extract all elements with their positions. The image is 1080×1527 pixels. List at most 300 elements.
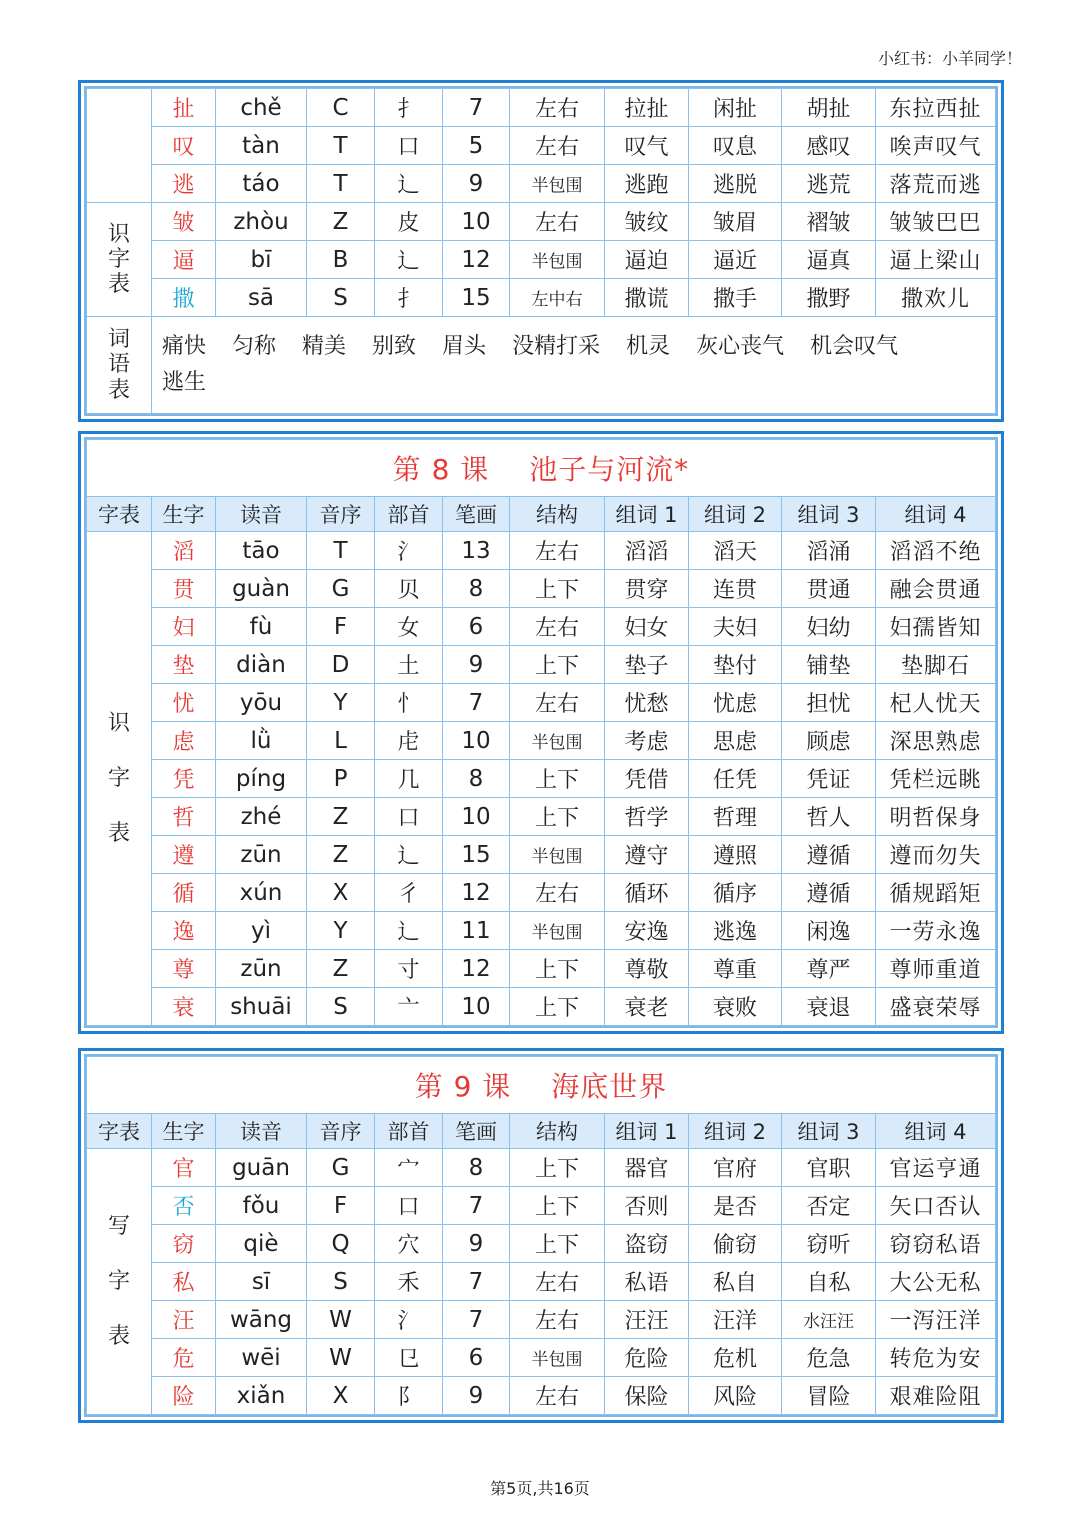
word-2: 闲扯 xyxy=(689,89,782,127)
table-header xyxy=(87,1114,996,1149)
word-2: 思虑 xyxy=(689,722,782,760)
word-2: 汪洋 xyxy=(689,1301,782,1339)
word-3: 妇幼 xyxy=(782,608,876,646)
initial-letter: Z xyxy=(307,836,375,874)
page-footer: 第5页,共16页 xyxy=(490,1479,590,1498)
character: 忧 xyxy=(152,684,216,722)
structure: 半包围 xyxy=(510,241,605,279)
initial-letter: F xyxy=(307,608,375,646)
initial-letter: T xyxy=(307,532,375,570)
stroke-count: 7 xyxy=(443,89,510,127)
word-1: 考虑 xyxy=(605,722,689,760)
radical: 彳 xyxy=(375,874,443,912)
word-1: 忧愁 xyxy=(605,684,689,722)
radical: 土 xyxy=(375,646,443,684)
word-2: 遵照 xyxy=(689,836,782,874)
pinyin: xún xyxy=(216,874,307,912)
word-4: 循规蹈矩 xyxy=(876,874,996,912)
word-4: 官运亨通 xyxy=(876,1149,996,1187)
initial-letter: Q xyxy=(307,1225,375,1263)
word-2: 任凭 xyxy=(689,760,782,798)
structure: 半包围 xyxy=(510,836,605,874)
block3-body xyxy=(87,1149,996,1415)
table-row xyxy=(87,988,996,1026)
word-2: 官府 xyxy=(689,1149,782,1187)
structure: 上下 xyxy=(510,1149,605,1187)
word-4: 明哲保身 xyxy=(876,798,996,836)
word-4: 窃窃私语 xyxy=(876,1225,996,1263)
stroke-count: 9 xyxy=(443,1377,510,1415)
pinyin: zhé xyxy=(216,798,307,836)
table-row xyxy=(87,912,996,950)
character: 衰 xyxy=(152,988,216,1026)
vocab-word: 匀称 xyxy=(232,334,277,359)
pinyin: tàn xyxy=(216,127,307,165)
word-1: 循环 xyxy=(605,874,689,912)
lesson-name: 池子与河流* xyxy=(529,453,690,486)
table-row xyxy=(87,1225,996,1263)
word-4: 滔滔不绝 xyxy=(876,532,996,570)
word-1: 器官 xyxy=(605,1149,689,1187)
word-2: 哲理 xyxy=(689,798,782,836)
table-row xyxy=(87,241,996,279)
column-header: 部首 xyxy=(375,1114,443,1149)
word-3: 褶皱 xyxy=(782,203,876,241)
table-row xyxy=(87,532,996,570)
stroke-count: 12 xyxy=(443,874,510,912)
character: 撒 xyxy=(152,279,216,317)
word-3: 贯通 xyxy=(782,570,876,608)
initial-letter: W xyxy=(307,1339,375,1377)
radical: 穴 xyxy=(375,1225,443,1263)
word-2: 撒手 xyxy=(689,279,782,317)
word-2: 皱眉 xyxy=(689,203,782,241)
stroke-count: 11 xyxy=(443,912,510,950)
table-row xyxy=(87,570,996,608)
stroke-count: 7 xyxy=(443,1187,510,1225)
word-1: 盗窃 xyxy=(605,1225,689,1263)
lesson9-table xyxy=(78,1048,1004,1423)
radical: 亠 xyxy=(375,988,443,1026)
row-label-empty xyxy=(87,89,152,203)
word-4: 妇孺皆知 xyxy=(876,608,996,646)
character: 妇 xyxy=(152,608,216,646)
word-4: 东拉西扯 xyxy=(876,89,996,127)
word-1: 私语 xyxy=(605,1263,689,1301)
radical: 贝 xyxy=(375,570,443,608)
pinyin: bī xyxy=(216,241,307,279)
word-3: 遵循 xyxy=(782,874,876,912)
word-3: 水汪汪 xyxy=(782,1301,876,1339)
pinyin: táo xyxy=(216,165,307,203)
row-label xyxy=(87,317,152,414)
structure: 左右 xyxy=(510,1377,605,1415)
label-char: 字 xyxy=(107,1269,130,1294)
radical: 扌 xyxy=(375,89,443,127)
radical: 㔾 xyxy=(375,1339,443,1377)
radical: 口 xyxy=(375,798,443,836)
word-3: 遵循 xyxy=(782,836,876,874)
word-4: 艰难险阻 xyxy=(876,1377,996,1415)
watermark: 小红书：小羊同学！ xyxy=(877,49,1022,68)
initial-letter: X xyxy=(307,1377,375,1415)
initial-letter: Z xyxy=(307,950,375,988)
pinyin: shuāi xyxy=(216,988,307,1026)
stroke-count: 10 xyxy=(443,988,510,1026)
column-header: 组词 1 xyxy=(605,497,689,532)
radical: 扌 xyxy=(375,279,443,317)
character: 叹 xyxy=(152,127,216,165)
stroke-count: 9 xyxy=(443,165,510,203)
word-3: 衰退 xyxy=(782,988,876,1026)
initial-letter: B xyxy=(307,241,375,279)
word-4: 逼上梁山 xyxy=(876,241,996,279)
table-row xyxy=(87,1377,996,1415)
word-2: 叹息 xyxy=(689,127,782,165)
structure: 上下 xyxy=(510,646,605,684)
word-1: 凭借 xyxy=(605,760,689,798)
table-row xyxy=(87,684,996,722)
word-2: 逼近 xyxy=(689,241,782,279)
radical: 宀 xyxy=(375,1149,443,1187)
radical: 辶 xyxy=(375,165,443,203)
pinyin: fǒu xyxy=(216,1187,307,1225)
radical: 禾 xyxy=(375,1263,443,1301)
stroke-count: 15 xyxy=(443,279,510,317)
table-row xyxy=(87,760,996,798)
structure: 上下 xyxy=(510,950,605,988)
column-header: 生字 xyxy=(152,497,216,532)
vocab-word: 痛快 xyxy=(162,334,207,359)
word-3: 逃荒 xyxy=(782,165,876,203)
word-2: 是否 xyxy=(689,1187,782,1225)
table-row xyxy=(87,127,996,165)
table-row xyxy=(87,1263,996,1301)
structure: 左右 xyxy=(510,532,605,570)
table-row xyxy=(87,1301,996,1339)
table-row xyxy=(87,608,996,646)
vocab-word: 逃生 xyxy=(162,370,207,395)
character: 遵 xyxy=(152,836,216,874)
initial-letter: Z xyxy=(307,798,375,836)
radical: 寸 xyxy=(375,950,443,988)
stroke-count: 10 xyxy=(443,722,510,760)
pinyin: yì xyxy=(216,912,307,950)
stroke-count: 7 xyxy=(443,684,510,722)
word-2: 衰败 xyxy=(689,988,782,1026)
stroke-count: 6 xyxy=(443,1339,510,1377)
structure: 左右 xyxy=(510,89,605,127)
stroke-count: 7 xyxy=(443,1301,510,1339)
structure: 左右 xyxy=(510,608,605,646)
radical: 几 xyxy=(375,760,443,798)
word-1: 滔滔 xyxy=(605,532,689,570)
lesson-title xyxy=(87,1057,996,1114)
character: 官 xyxy=(152,1149,216,1187)
lesson-number: 第 9 课 xyxy=(414,1070,512,1103)
pinyin: zūn xyxy=(216,836,307,874)
radical: 阝 xyxy=(375,1377,443,1415)
pinyin: wāng xyxy=(216,1301,307,1339)
radical: 辶 xyxy=(375,241,443,279)
pinyin: lǜ xyxy=(216,722,307,760)
stroke-count: 9 xyxy=(443,646,510,684)
label-char: 写 xyxy=(107,1214,130,1239)
column-header: 组词 4 xyxy=(876,497,996,532)
structure: 上下 xyxy=(510,570,605,608)
vocab-word: 机会叹气 xyxy=(810,334,899,359)
pinyin: zhòu xyxy=(216,203,307,241)
radical: 口 xyxy=(375,127,443,165)
stroke-count: 12 xyxy=(443,241,510,279)
table-row xyxy=(87,165,996,203)
word-4: 转危为安 xyxy=(876,1339,996,1377)
pinyin: fù xyxy=(216,608,307,646)
word-1: 哲学 xyxy=(605,798,689,836)
pinyin: xiǎn xyxy=(216,1377,307,1415)
word-4: 盛衰荣辱 xyxy=(876,988,996,1026)
character: 哲 xyxy=(152,798,216,836)
row-label xyxy=(87,1149,152,1415)
word-2: 夫妇 xyxy=(689,608,782,646)
column-header: 字表 xyxy=(87,497,152,532)
radical: 氵 xyxy=(375,1301,443,1339)
word-1: 保险 xyxy=(605,1377,689,1415)
word-3: 逼真 xyxy=(782,241,876,279)
word-2: 连贯 xyxy=(689,570,782,608)
pinyin: tāo xyxy=(216,532,307,570)
column-header: 部首 xyxy=(375,497,443,532)
word-3: 感叹 xyxy=(782,127,876,165)
word-1: 妇女 xyxy=(605,608,689,646)
stroke-count: 10 xyxy=(443,203,510,241)
radical: 忄 xyxy=(375,684,443,722)
word-1: 逼迫 xyxy=(605,241,689,279)
initial-letter: Y xyxy=(307,684,375,722)
word-1: 皱纹 xyxy=(605,203,689,241)
shizi-label: 识字表 xyxy=(108,221,131,298)
stroke-count: 8 xyxy=(443,1149,510,1187)
table-row xyxy=(87,1149,996,1187)
word-3: 官职 xyxy=(782,1149,876,1187)
table-row xyxy=(87,279,996,317)
stroke-count: 9 xyxy=(443,1225,510,1263)
word-3: 铺垫 xyxy=(782,646,876,684)
column-header: 结构 xyxy=(510,497,605,532)
column-header: 笔画 xyxy=(443,497,510,532)
word-2: 逃脱 xyxy=(689,165,782,203)
column-header: 音序 xyxy=(307,497,375,532)
column-header: 组词 2 xyxy=(689,497,782,532)
word-1: 尊敬 xyxy=(605,950,689,988)
label-char: 识 xyxy=(107,711,130,736)
word-4: 凭栏远眺 xyxy=(876,760,996,798)
column-header: 组词 3 xyxy=(782,497,876,532)
word-4: 大公无私 xyxy=(876,1263,996,1301)
radical: 女 xyxy=(375,608,443,646)
initial-letter: P xyxy=(307,760,375,798)
word-3: 否定 xyxy=(782,1187,876,1225)
stroke-count: 6 xyxy=(443,608,510,646)
label-char: 表 xyxy=(107,1324,130,1349)
structure: 上下 xyxy=(510,1187,605,1225)
vocab-word: 机灵 xyxy=(626,334,671,359)
initial-letter: S xyxy=(307,988,375,1026)
column-header: 笔画 xyxy=(443,1114,510,1149)
block2-body xyxy=(87,532,996,1026)
word-1: 叹气 xyxy=(605,127,689,165)
structure: 左右 xyxy=(510,874,605,912)
radical: 口 xyxy=(375,1187,443,1225)
column-header: 组词 3 xyxy=(782,1114,876,1149)
initial-letter: Y xyxy=(307,912,375,950)
lesson-title xyxy=(87,440,996,497)
word-1: 垫子 xyxy=(605,646,689,684)
radical: 皮 xyxy=(375,203,443,241)
word-4: 一劳永逸 xyxy=(876,912,996,950)
stroke-count: 7 xyxy=(443,1263,510,1301)
word-1: 汪汪 xyxy=(605,1301,689,1339)
lesson7-continued-table xyxy=(78,80,1004,422)
word-3: 顾虑 xyxy=(782,722,876,760)
initial-letter: C xyxy=(307,89,375,127)
character: 循 xyxy=(152,874,216,912)
ciyu-label: 词语表 xyxy=(108,327,131,403)
table-row xyxy=(87,722,996,760)
lesson-name: 海底世界 xyxy=(551,1070,668,1103)
word-4: 矢口否认 xyxy=(876,1187,996,1225)
column-header: 字表 xyxy=(87,1114,152,1149)
column-header: 读音 xyxy=(216,497,307,532)
lesson8-table xyxy=(78,431,1004,1034)
radical: 辶 xyxy=(375,836,443,874)
vocab-word: 精美 xyxy=(302,334,347,359)
word-4: 遵而勿失 xyxy=(876,836,996,874)
pinyin: sā xyxy=(216,279,307,317)
initial-letter: T xyxy=(307,165,375,203)
word-1: 危险 xyxy=(605,1339,689,1377)
initial-letter: S xyxy=(307,1263,375,1301)
vocab-word: 眉头 xyxy=(442,334,487,359)
word-3: 自私 xyxy=(782,1263,876,1301)
initial-letter: W xyxy=(307,1301,375,1339)
word-4: 唉声叹气 xyxy=(876,127,996,165)
word-2: 忧虑 xyxy=(689,684,782,722)
character: 险 xyxy=(152,1377,216,1415)
word-1: 否则 xyxy=(605,1187,689,1225)
pinyin: píng xyxy=(216,760,307,798)
stroke-count: 8 xyxy=(443,570,510,608)
character: 否 xyxy=(152,1187,216,1225)
structure: 左右 xyxy=(510,127,605,165)
pinyin: guàn xyxy=(216,570,307,608)
character: 垫 xyxy=(152,646,216,684)
word-2: 循序 xyxy=(689,874,782,912)
table-row xyxy=(87,798,996,836)
column-header: 音序 xyxy=(307,1114,375,1149)
word-3: 担忧 xyxy=(782,684,876,722)
structure: 左右 xyxy=(510,203,605,241)
word-4: 一泻汪洋 xyxy=(876,1301,996,1339)
initial-letter: G xyxy=(307,1149,375,1187)
radical: 虍 xyxy=(375,722,443,760)
word-2: 风险 xyxy=(689,1377,782,1415)
word-3: 危急 xyxy=(782,1339,876,1377)
vocab-word: 没精打采 xyxy=(512,334,601,359)
word-2: 危机 xyxy=(689,1339,782,1377)
lesson-number: 第 8 课 xyxy=(392,453,490,486)
initial-letter: G xyxy=(307,570,375,608)
word-3: 窃听 xyxy=(782,1225,876,1263)
word-2: 逃逸 xyxy=(689,912,782,950)
character: 逼 xyxy=(152,241,216,279)
character: 汪 xyxy=(152,1301,216,1339)
vocab-list xyxy=(152,317,996,414)
table-row xyxy=(87,646,996,684)
structure: 左中右 xyxy=(510,279,605,317)
structure: 半包围 xyxy=(510,1339,605,1377)
word-4: 深思熟虑 xyxy=(876,722,996,760)
structure: 上下 xyxy=(510,1225,605,1263)
initial-letter: X xyxy=(307,874,375,912)
table-header xyxy=(87,497,996,532)
word-2: 滔天 xyxy=(689,532,782,570)
initial-letter: F xyxy=(307,1187,375,1225)
stroke-count: 13 xyxy=(443,532,510,570)
column-header: 组词 4 xyxy=(876,1114,996,1149)
initial-letter: Z xyxy=(307,203,375,241)
word-4: 杞人忧天 xyxy=(876,684,996,722)
stroke-count: 15 xyxy=(443,836,510,874)
structure: 上下 xyxy=(510,988,605,1026)
pinyin: sī xyxy=(216,1263,307,1301)
word-4: 融会贯通 xyxy=(876,570,996,608)
word-1: 遵守 xyxy=(605,836,689,874)
character: 贯 xyxy=(152,570,216,608)
word-3: 冒险 xyxy=(782,1377,876,1415)
word-1: 贯穿 xyxy=(605,570,689,608)
word-3: 撒野 xyxy=(782,279,876,317)
pinyin: qiè xyxy=(216,1225,307,1263)
initial-letter: S xyxy=(307,279,375,317)
word-1: 拉扯 xyxy=(605,89,689,127)
character: 逃 xyxy=(152,165,216,203)
stroke-count: 12 xyxy=(443,950,510,988)
word-3: 胡扯 xyxy=(782,89,876,127)
word-2: 偷窃 xyxy=(689,1225,782,1263)
character: 滔 xyxy=(152,532,216,570)
stroke-count: 5 xyxy=(443,127,510,165)
pinyin: wēi xyxy=(216,1339,307,1377)
word-3: 哲人 xyxy=(782,798,876,836)
block1-body xyxy=(87,89,996,414)
table-row xyxy=(87,89,996,127)
word-1: 逃跑 xyxy=(605,165,689,203)
label-char: 字 xyxy=(107,766,130,791)
vocab-word: 灰心丧气 xyxy=(696,334,785,359)
structure: 左右 xyxy=(510,684,605,722)
word-4: 落荒而逃 xyxy=(876,165,996,203)
word-3: 凭证 xyxy=(782,760,876,798)
character: 虑 xyxy=(152,722,216,760)
pinyin: zūn xyxy=(216,950,307,988)
character: 逸 xyxy=(152,912,216,950)
table-row xyxy=(87,1339,996,1377)
table-row xyxy=(87,874,996,912)
pinyin: yōu xyxy=(216,684,307,722)
table-row xyxy=(87,950,996,988)
radical: 辶 xyxy=(375,912,443,950)
